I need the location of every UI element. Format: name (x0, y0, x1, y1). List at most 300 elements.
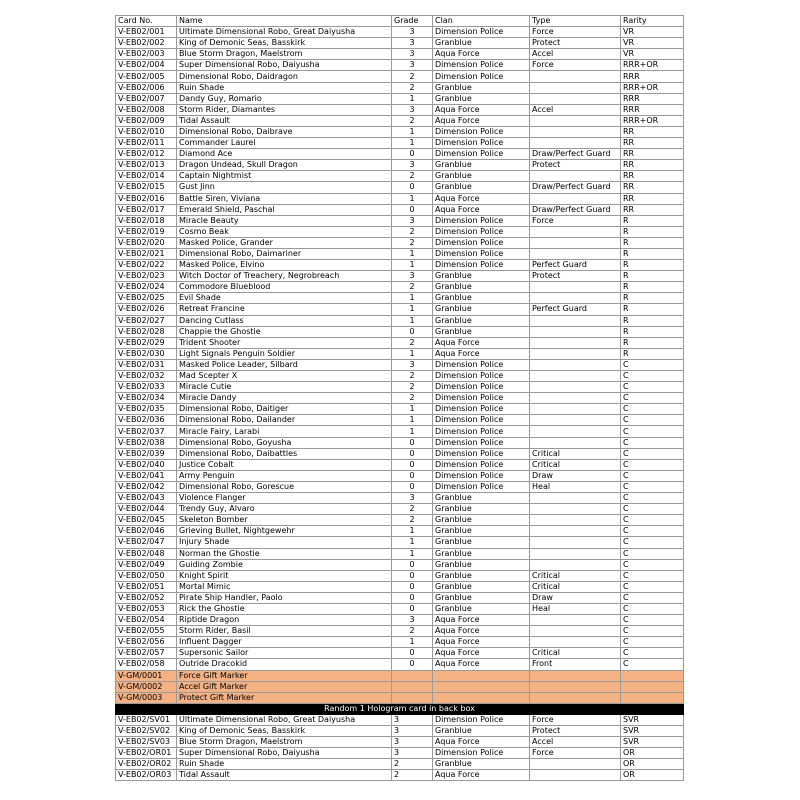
cell-clan: Dimension Police (433, 748, 530, 759)
cell-type (530, 670, 621, 681)
cell-clan: Granblue (433, 493, 530, 504)
cell-clan: Dimension Police (433, 215, 530, 226)
cell-type (530, 393, 621, 404)
cell-grade: 0 (392, 470, 433, 481)
cell-clan: Granblue (433, 515, 530, 526)
cell-card-no: V-EB02/039 (116, 448, 177, 459)
cell-grade: 1 (392, 193, 433, 204)
cell-name: Captain Nightmist (177, 171, 392, 182)
cell-name: Influent Dagger (177, 637, 392, 648)
cell-grade: 3 (392, 49, 433, 60)
cell-grade: 3 (392, 38, 433, 49)
cell-grade: 0 (392, 149, 433, 160)
cell-grade: 3 (392, 737, 433, 748)
table-row (116, 182, 684, 193)
cell-clan: Granblue (433, 759, 530, 770)
cell-clan: Dimension Police (433, 404, 530, 415)
cell-grade: 3 (392, 215, 433, 226)
cell-clan: Granblue (433, 82, 530, 93)
cell-grade: 2 (392, 282, 433, 293)
cell-name: Rick the Ghostie (177, 603, 392, 614)
cell-clan: Aqua Force (433, 337, 530, 348)
table-row (116, 659, 684, 670)
cell-type: Force (530, 27, 621, 38)
cell-grade: 0 (392, 459, 433, 470)
cell-clan: Aqua Force (433, 204, 530, 215)
cell-rarity: RR (621, 182, 684, 193)
table-row (116, 548, 684, 559)
cell-rarity: R (621, 304, 684, 315)
cell-type: Force (530, 714, 621, 725)
cell-card-no: V-EB02/003 (116, 49, 177, 60)
cell-type (530, 93, 621, 104)
cell-type: Critical (530, 648, 621, 659)
cell-card-no: V-EB02/023 (116, 271, 177, 282)
table-row (116, 348, 684, 359)
table-row (116, 160, 684, 171)
cell-card-no: V-EB02/057 (116, 648, 177, 659)
cell-type: Draw/Perfect Guard (530, 182, 621, 193)
cell-clan: Granblue (433, 504, 530, 515)
table-row (116, 260, 684, 271)
cell-rarity: RR (621, 149, 684, 160)
cell-grade: 2 (392, 504, 433, 515)
cell-grade: 2 (392, 759, 433, 770)
cell-rarity: RR (621, 138, 684, 149)
cell-rarity: OR (621, 759, 684, 770)
cell-name: Force Gift Marker (177, 670, 392, 681)
cell-type (530, 504, 621, 515)
cell-card-no: V-EB02/015 (116, 182, 177, 193)
cell-grade: Grade (392, 16, 433, 27)
cell-grade: 1 (392, 348, 433, 359)
cell-rarity: C (621, 493, 684, 504)
cell-rarity: RRR+OR (621, 115, 684, 126)
cell-type: Front (530, 659, 621, 670)
cell-type (530, 637, 621, 648)
cell-grade (392, 692, 433, 703)
hologram-banner: Random 1 Hologram card in back box (116, 703, 684, 714)
cell-name: Army Penguin (177, 470, 392, 481)
cell-clan: Dimension Police (433, 470, 530, 481)
cell-rarity (621, 670, 684, 681)
gift-marker-row (116, 670, 684, 681)
table-row (116, 215, 684, 226)
cell-card-no: V-EB02/047 (116, 537, 177, 548)
cell-name: Trendy Guy, Alvaro (177, 504, 392, 515)
table-row (116, 115, 684, 126)
cell-grade: 3 (392, 726, 433, 737)
cell-clan: Aqua Force (433, 49, 530, 60)
table-row (116, 193, 684, 204)
table-row (116, 592, 684, 603)
cell-rarity: VR (621, 27, 684, 38)
cell-card-no: V-EB02/002 (116, 38, 177, 49)
cell-type (530, 348, 621, 359)
cell-grade: 3 (392, 748, 433, 759)
cell-clan: Granblue (433, 182, 530, 193)
cell-grade: 3 (392, 359, 433, 370)
cell-clan: Granblue (433, 526, 530, 537)
cell-name: Masked Police, Elvino (177, 260, 392, 271)
table-row (116, 271, 684, 282)
table-row (116, 537, 684, 548)
cell-card-no: V-EB02/054 (116, 615, 177, 626)
cell-name: Miracle Beauty (177, 215, 392, 226)
cell-grade: 1 (392, 138, 433, 149)
cell-type (530, 193, 621, 204)
cell-grade: 3 (392, 714, 433, 725)
cell-name: Mad Scepter X (177, 371, 392, 382)
cell-name: Dimensional Robo, Daibrave (177, 126, 392, 137)
special-card-row (116, 726, 684, 737)
cell-rarity: C (621, 459, 684, 470)
cell-card-no: Card No. (116, 16, 177, 27)
special-card-row (116, 770, 684, 781)
cell-name: Retreat Francine (177, 304, 392, 315)
cell-rarity: C (621, 637, 684, 648)
table-row (116, 504, 684, 515)
cell-clan: Dimension Police (433, 71, 530, 82)
cell-grade: 2 (392, 115, 433, 126)
cell-grade: 0 (392, 182, 433, 193)
card-list-table (115, 15, 684, 781)
cell-card-no: V-EB02/013 (116, 160, 177, 171)
cell-card-no: V-EB02/032 (116, 371, 177, 382)
cell-name: Guiding Zombie (177, 559, 392, 570)
table-row (116, 371, 684, 382)
cell-card-no: V-EB02/053 (116, 603, 177, 614)
cell-type: Heal (530, 481, 621, 492)
cell-clan: Dimension Police (433, 126, 530, 137)
cell-type: Draw (530, 592, 621, 603)
gift-marker-row (116, 681, 684, 692)
cell-rarity: R (621, 293, 684, 304)
cell-rarity: RR (621, 126, 684, 137)
cell-grade: 0 (392, 592, 433, 603)
cell-name: Accel Gift Marker (177, 681, 392, 692)
cell-rarity: C (621, 581, 684, 592)
table-row (116, 104, 684, 115)
cell-clan: Dimension Police (433, 714, 530, 725)
cell-grade: 2 (392, 626, 433, 637)
cell-type: Type (530, 16, 621, 27)
cell-clan: Granblue (433, 592, 530, 603)
cell-clan: Dimension Police (433, 437, 530, 448)
cell-name: Dancing Cutlass (177, 315, 392, 326)
cell-rarity: C (621, 570, 684, 581)
cell-card-no: V-EB02/049 (116, 559, 177, 570)
cell-rarity: RR (621, 160, 684, 171)
cell-name: Norman the Ghostie (177, 548, 392, 559)
cell-rarity: C (621, 515, 684, 526)
cell-grade: 1 (392, 248, 433, 259)
cell-clan: Clan (433, 16, 530, 27)
cell-type (530, 126, 621, 137)
cell-rarity: C (621, 382, 684, 393)
gift-marker-row (116, 692, 684, 703)
table-row (116, 404, 684, 415)
cell-rarity: C (621, 559, 684, 570)
table-row (116, 481, 684, 492)
cell-name: Battle Siren, Viviana (177, 193, 392, 204)
table-row (116, 282, 684, 293)
cell-name: Dimensional Robo, Daibattles (177, 448, 392, 459)
cell-rarity: R (621, 226, 684, 237)
cell-clan: Dimension Police (433, 260, 530, 271)
cell-clan: Dimension Police (433, 371, 530, 382)
cell-clan: Granblue (433, 326, 530, 337)
table-row (116, 637, 684, 648)
special-card-row (116, 737, 684, 748)
cell-card-no: V-EB02/008 (116, 104, 177, 115)
cell-name: Cosmo Beak (177, 226, 392, 237)
cell-name: Storm Rider, Basil (177, 626, 392, 637)
cell-grade: 1 (392, 526, 433, 537)
cell-card-no: V-EB02/029 (116, 337, 177, 348)
table-row (116, 526, 684, 537)
cell-grade: 1 (392, 93, 433, 104)
cell-card-no: V-EB02/027 (116, 315, 177, 326)
cell-type (530, 115, 621, 126)
cell-type (530, 82, 621, 93)
cell-grade: 1 (392, 315, 433, 326)
cell-card-no: V-EB02/050 (116, 570, 177, 581)
cell-type (530, 337, 621, 348)
cell-card-no: V-EB02/028 (116, 326, 177, 337)
cell-card-no: V-EB02/014 (116, 171, 177, 182)
cell-card-no: V-EB02/058 (116, 659, 177, 670)
cell-clan: Granblue (433, 537, 530, 548)
cell-name: Dimensional Robo, Dailander (177, 415, 392, 426)
cell-grade: 2 (392, 226, 433, 237)
cell-card-no: V-EB02/001 (116, 27, 177, 38)
cell-name: Violence Flanger (177, 493, 392, 504)
cell-type (530, 692, 621, 703)
cell-rarity: C (621, 626, 684, 637)
cell-name: Super Dimensional Robo, Daiyusha (177, 60, 392, 71)
cell-clan: Aqua Force (433, 104, 530, 115)
cell-clan: Aqua Force (433, 193, 530, 204)
cell-rarity: RRR+OR (621, 82, 684, 93)
cell-clan: Granblue (433, 93, 530, 104)
cell-grade: 2 (392, 770, 433, 781)
cell-name: Supersonic Sailor (177, 648, 392, 659)
cell-type (530, 326, 621, 337)
cell-name: Diamond Ace (177, 149, 392, 160)
table-row (116, 448, 684, 459)
cell-name: King of Demonic Seas, Basskirk (177, 726, 392, 737)
cell-clan: Granblue (433, 726, 530, 737)
cell-grade: 2 (392, 515, 433, 526)
cell-card-no: V-EB02/042 (116, 481, 177, 492)
cell-clan: Granblue (433, 304, 530, 315)
cell-clan: Granblue (433, 171, 530, 182)
cell-grade: 0 (392, 481, 433, 492)
cell-type: Draw/Perfect Guard (530, 149, 621, 160)
cell-card-no: V-GM/0003 (116, 692, 177, 703)
cell-grade: 0 (392, 570, 433, 581)
cell-type: Critical (530, 570, 621, 581)
cell-type: Accel (530, 737, 621, 748)
cell-card-no: V-EB02/055 (116, 626, 177, 637)
table-row (116, 38, 684, 49)
cell-type (530, 615, 621, 626)
cell-clan: Dimension Police (433, 138, 530, 149)
cell-type (530, 237, 621, 248)
cell-clan (433, 681, 530, 692)
cell-clan: Aqua Force (433, 770, 530, 781)
cell-rarity: C (621, 404, 684, 415)
cell-clan: Granblue (433, 559, 530, 570)
cell-clan: Aqua Force (433, 637, 530, 648)
cell-clan: Dimension Police (433, 459, 530, 470)
cell-grade: 1 (392, 404, 433, 415)
cell-type (530, 770, 621, 781)
cell-name: Masked Police, Grander (177, 237, 392, 248)
table-row (116, 559, 684, 570)
cell-grade: 1 (392, 537, 433, 548)
cell-type: Force (530, 748, 621, 759)
table-row (116, 49, 684, 60)
cell-card-no: V-EB02/007 (116, 93, 177, 104)
cell-card-no: V-EB02/024 (116, 282, 177, 293)
cell-card-no: V-EB02/044 (116, 504, 177, 515)
cell-rarity: C (621, 426, 684, 437)
cell-card-no: V-EB02/OR03 (116, 770, 177, 781)
table-row (116, 149, 684, 160)
table-row (116, 626, 684, 637)
cell-type: Protect (530, 38, 621, 49)
cell-name: Chappie the Ghostie (177, 326, 392, 337)
table-row (116, 603, 684, 614)
cell-card-no: V-EB02/020 (116, 237, 177, 248)
cell-grade: 2 (392, 237, 433, 248)
cell-rarity: OR (621, 770, 684, 781)
cell-rarity: C (621, 481, 684, 492)
table-row (116, 304, 684, 315)
cell-card-no: V-EB02/SV01 (116, 714, 177, 725)
cell-name: Ruin Shade (177, 759, 392, 770)
cell-type: Force (530, 215, 621, 226)
cell-grade: 1 (392, 260, 433, 271)
cell-rarity: RRR+OR (621, 60, 684, 71)
cell-type: Accel (530, 104, 621, 115)
cell-clan: Granblue (433, 581, 530, 592)
cell-rarity: RRR (621, 93, 684, 104)
cell-card-no: V-EB02/040 (116, 459, 177, 470)
cell-card-no: V-EB02/006 (116, 82, 177, 93)
cell-type (530, 171, 621, 182)
cell-clan: Granblue (433, 570, 530, 581)
cell-grade (392, 681, 433, 692)
cell-type (530, 371, 621, 382)
cell-clan: Aqua Force (433, 115, 530, 126)
cell-rarity: C (621, 393, 684, 404)
cell-type: Critical (530, 581, 621, 592)
cell-rarity: SVR (621, 714, 684, 725)
cell-rarity: R (621, 348, 684, 359)
table-row (116, 293, 684, 304)
cell-type: Draw (530, 470, 621, 481)
cell-name: Grieving Bullet, Nightgewehr (177, 526, 392, 537)
cell-clan: Dimension Police (433, 237, 530, 248)
cell-grade: 3 (392, 27, 433, 38)
cell-rarity (621, 692, 684, 703)
cell-rarity: RRR (621, 104, 684, 115)
cell-type (530, 681, 621, 692)
cell-grade: 2 (392, 393, 433, 404)
cell-rarity: C (621, 371, 684, 382)
cell-rarity: OR (621, 748, 684, 759)
cell-type (530, 138, 621, 149)
cell-card-no: V-EB02/051 (116, 581, 177, 592)
cell-card-no: V-EB02/018 (116, 215, 177, 226)
cell-clan: Granblue (433, 293, 530, 304)
table-row (116, 27, 684, 38)
cell-card-no: V-EB02/017 (116, 204, 177, 215)
cell-type (530, 415, 621, 426)
cell-type (530, 404, 621, 415)
cell-type (530, 559, 621, 570)
special-card-row (116, 748, 684, 759)
table-row (116, 326, 684, 337)
cell-name: Storm Rider, Diamantes (177, 104, 392, 115)
cell-grade: 2 (392, 82, 433, 93)
cell-rarity: R (621, 282, 684, 293)
cell-rarity: R (621, 271, 684, 282)
cell-type (530, 293, 621, 304)
cell-card-no: V-EB02/010 (116, 126, 177, 137)
cell-name: Miracle Cutie (177, 382, 392, 393)
cell-grade (392, 670, 433, 681)
cell-name: Blue Storm Dragon, Maelstrom (177, 49, 392, 60)
cell-type (530, 437, 621, 448)
cell-rarity: C (621, 437, 684, 448)
cell-card-no: V-EB02/037 (116, 426, 177, 437)
cell-card-no: V-EB02/046 (116, 526, 177, 537)
cell-type: Force (530, 60, 621, 71)
cell-card-no: V-EB02/SV02 (116, 726, 177, 737)
cell-name: Miracle Dandy (177, 393, 392, 404)
cell-name: Commodore Blueblood (177, 282, 392, 293)
cell-clan: Aqua Force (433, 659, 530, 670)
cell-name: Evil Shade (177, 293, 392, 304)
cell-card-no: V-GM/0001 (116, 670, 177, 681)
cell-name: Dimensional Robo, Daidragon (177, 71, 392, 82)
cell-rarity: C (621, 504, 684, 515)
cell-name: Outride Dracokid (177, 659, 392, 670)
cell-clan: Granblue (433, 603, 530, 614)
cell-name: King of Demonic Seas, Basskirk (177, 38, 392, 49)
special-card-row (116, 759, 684, 770)
cell-type: Heal (530, 603, 621, 614)
cell-name: Pirate Ship Handler, Paolo (177, 592, 392, 603)
cell-type: Draw/Perfect Guard (530, 204, 621, 215)
table-row (116, 493, 684, 504)
cell-type (530, 626, 621, 637)
cell-grade: 3 (392, 60, 433, 71)
cell-grade: 0 (392, 659, 433, 670)
cell-type: Perfect Guard (530, 260, 621, 271)
cell-grade: 1 (392, 426, 433, 437)
cell-name: Knight Spirit (177, 570, 392, 581)
cell-clan: Dimension Police (433, 426, 530, 437)
cell-grade: 2 (392, 382, 433, 393)
cell-name: Skeleton Bomber (177, 515, 392, 526)
cell-clan: Aqua Force (433, 648, 530, 659)
cell-type: Accel (530, 49, 621, 60)
